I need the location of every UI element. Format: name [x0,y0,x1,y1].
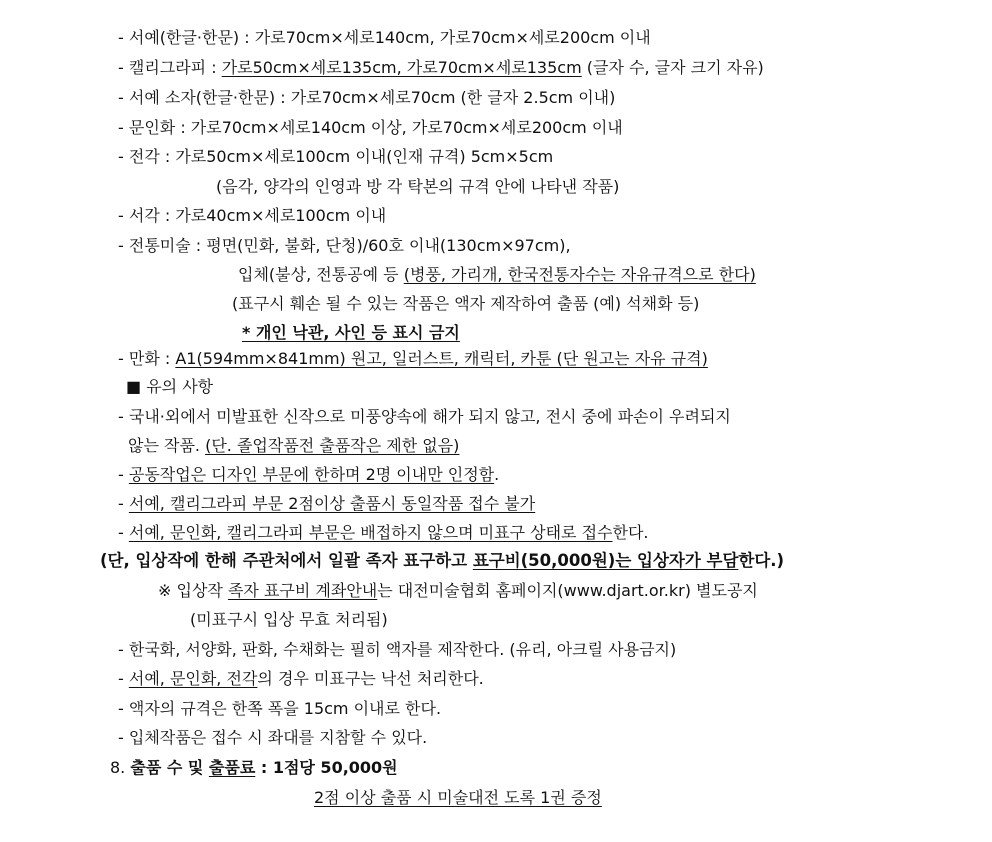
line-text: (미표구시 입상 무효 처리됨) [190,610,388,629]
line-text: - 전통미술 : 평면(민화, 불화, 단청)/60호 이내(130cm×97cm), [118,236,571,255]
line-text: (표구시 훼손 될 수 있는 작품은 액자 제작하여 출품 (예) 석채화 등) [232,294,700,313]
line-text: (글자 수, 글자 크기 자유) [581,58,764,77]
section-entry-fee [110,757,398,779]
line-underlined: A1(594mm×841mm) 원고, 일러스트, 캐릭터, 카툰 (단 원고는 자유 규격) [175,349,708,368]
line-underlined: 서예, 캘리그라피 부문 2점이상 출품시 동일작품 접수 불가 [128,494,536,513]
line-text: - [118,523,129,542]
line-text: 8. [110,758,131,777]
spec-seal-engraving [118,146,553,168]
section-heading-notes [126,376,213,398]
line-bold-underlined: 출품료 [208,758,256,777]
note-new-work-cont [128,435,459,457]
spec-cartoon [118,348,708,370]
spec-traditional-art-frame-note [232,293,699,315]
note-unmounted [118,522,649,544]
line-text: - 액자의 규격은 한쪽 폭을 15cm 이내로 한다. [118,699,442,718]
line-underlined: 2점 이상 출품 시 미술대전 도록 1권 증정 [314,788,602,807]
line-text: - 한국화, 서양화, 판화, 수채화는 필히 액자를 제작한다. (유리, 아크릴 사용금지) [118,640,677,659]
line-text: 는 대전미술협회 홈페이지(www.djart.or.kr) 별도공지 [377,581,758,600]
line-underlined: 가로50cm×세로135cm, 가로70cm×세로135cm [221,58,582,77]
line-text: - [118,465,129,484]
line-text: - 서각 : 가로40cm×세로100cm 이내 [118,206,387,225]
line-text: 한다. [612,523,649,542]
line-underlined: 서예, 문인화, 전각 [128,669,258,688]
line-text: - 만화 : [118,349,176,368]
line-text: 입체(불상, 전통공예 등 [238,265,404,284]
line-underlined: * 개인 낙관, 사인 등 표시 금지 [242,323,460,342]
spec-traditional-art [118,235,571,257]
line-underlined: 공동작업은 디자인 부문에 한하며 2명 이내만 인정함 [128,465,495,484]
line-text: (음각, 양각의 인영과 방 각 탁본의 규격 안에 나타낸 작품) [216,177,620,196]
line-text: 의 경우 미표구는 낙선 처리한다. [257,669,484,688]
line-text: - 국내·외에서 미발표한 신작으로 미풍양속에 해가 되지 않고, 전시 중에 파손이 우려되지 [118,407,731,426]
note-3d-stand [118,727,427,749]
note-unmounted-rejected [118,668,484,690]
line-text: - 캘리그라피 : [118,58,222,77]
note-catalog-gift [314,787,602,809]
line-underlined: 표구비(50,000원)는 입상자가 부담 [472,551,739,570]
line-text: - [118,494,129,513]
note-mounting-fee [100,550,784,572]
note-new-work [118,406,731,428]
line-text: - [118,669,129,688]
spec-traditional-art-3d [238,264,756,286]
line-text: - 서예(한글·한문) : 가로70cm×세로140cm, 가로70cm×세로200cm 이내 [118,28,651,47]
line-text: (단, 입상작에 한해 주관처에서 일괄 족자 표구하고 [100,551,473,570]
spec-seal-engraving-note [216,176,619,198]
line-text: 한다.) [738,551,785,570]
note-frame-width [118,698,441,720]
line-text: ※ 입상작 [158,581,228,600]
line-bold: 출품 수 및 [130,758,209,777]
spec-literati-painting [118,117,623,139]
line-underlined: (병풍, 가리개, 한국전통자수는 자유규격으로 한다) [403,265,756,284]
note-framing-required [118,639,676,661]
spec-calligraphy-art [118,57,764,79]
line-text: - 서예 소자(한글·한문) : 가로70cm×세로70cm (한 글자 2.5cm 이내) [118,88,616,107]
line-bold: : 1점당 50,000원 [255,758,398,777]
note-joint-work [118,464,499,486]
spec-small-calligraphy [118,87,615,109]
note-duplicate-entry [118,493,535,515]
line-text: - 문인화 : 가로70cm×세로140cm 이상, 가로70cm×세로200cm 이내 [118,118,623,137]
spec-wood-carving [118,205,386,227]
note-account-info [158,580,758,602]
line-underlined: 서예, 문인화, 캘리그라피 부문은 배접하지 않으며 미표구 상태로 접수 [128,523,613,542]
line-text: - 입체작품은 접수 시 좌대를 지참할 수 있다. [118,728,428,747]
line-underlined: (단. 졸업작품전 출품작은 제한 없음) [205,436,460,455]
notice-no-signature [242,322,460,344]
line-text: ■ 유의 사항 [126,377,214,396]
line-text: . [494,465,500,484]
spec-calligraphy [118,27,651,49]
line-text: - 전각 : 가로50cm×세로100cm 이내(인재 규격) 5cm×5cm [118,147,554,166]
line-text: 않는 작품. [128,436,206,455]
note-account-info-cont [190,609,388,631]
line-underlined: 족자 표구비 계좌안내 [227,581,378,600]
